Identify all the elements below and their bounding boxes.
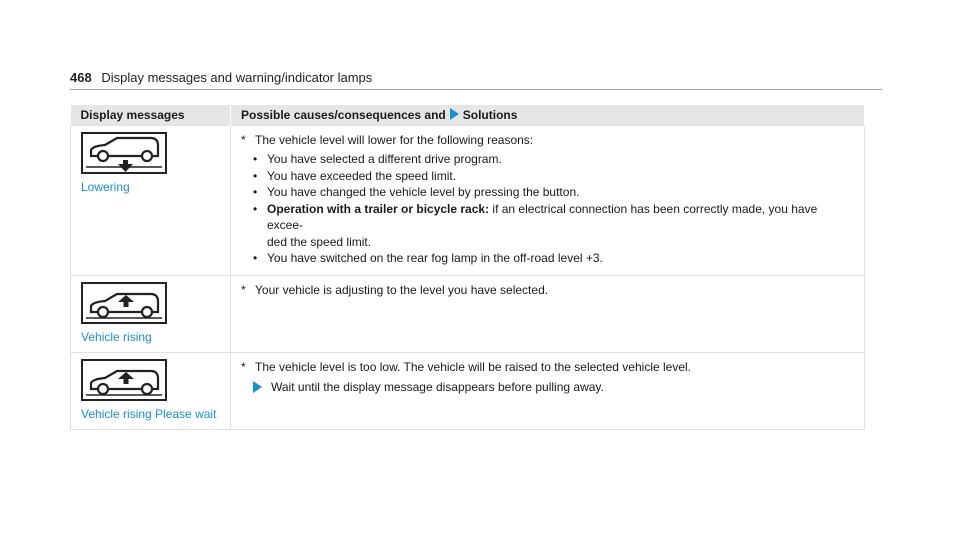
table-row [71,352,865,429]
cause-text: The vehicle level will lower for the following reasons: [255,133,534,147]
message-label: Vehicle rising Please wait [81,406,217,421]
play-arrow-icon [450,108,459,120]
column-header-solutions: Solutions [462,108,518,122]
reasons-list [241,151,854,267]
vehicle-rising-icon [81,282,167,324]
list-item: • Operation with a trailer or bicycle rack: if an electrical connection has been correctly made, you have excee- ded the speed limit. [253,201,818,249]
vehicle-rising-icon [81,359,167,401]
cause-cell [231,352,865,429]
message-cell [71,352,231,429]
section-title: Display messages and warning/indicator lamps [101,70,373,85]
solution-step [241,379,854,395]
list-item: • You have exceeded the speed limit. [253,168,457,183]
list-item: • You have selected a different drive program. [253,152,502,166]
cause-cell [231,126,865,276]
message-cell [71,126,231,276]
vehicle-lowering-icon [81,132,167,174]
column-header-causes [231,105,865,126]
display-messages-table [70,105,865,430]
table-row [71,275,865,352]
asterisk: * [241,133,246,147]
asterisk: * [241,359,246,374]
solution-text: Wait until the display message disappears before pulling away. [271,379,604,394]
page-header [70,70,372,85]
bold-term: Operation with a trailer or bicycle rack: [267,201,490,216]
play-arrow-icon [253,381,262,393]
column-header-messages: Display messages [71,105,231,126]
list-item: • You have changed the vehicle level by pressing the button. [253,185,580,199]
header-divider [70,89,882,90]
message-cell [71,275,231,352]
asterisk: * [241,282,246,297]
column-header-causes-text: Possible causes/consequences and [241,108,446,122]
cause-cell [231,275,865,352]
table-row [71,126,865,276]
message-label: Lowering [81,180,130,194]
page-number: 468 [70,70,92,85]
cause-text: Your vehicle is adjusting to the level you have selected. [255,282,549,297]
list-item: • You have switched on the rear fog lamp in the off-road level +3. [253,251,603,265]
message-label: Vehicle rising [81,329,152,344]
cause-text: The vehicle level is too low. The vehicle will be raised to the selected vehicle level. [255,359,692,374]
